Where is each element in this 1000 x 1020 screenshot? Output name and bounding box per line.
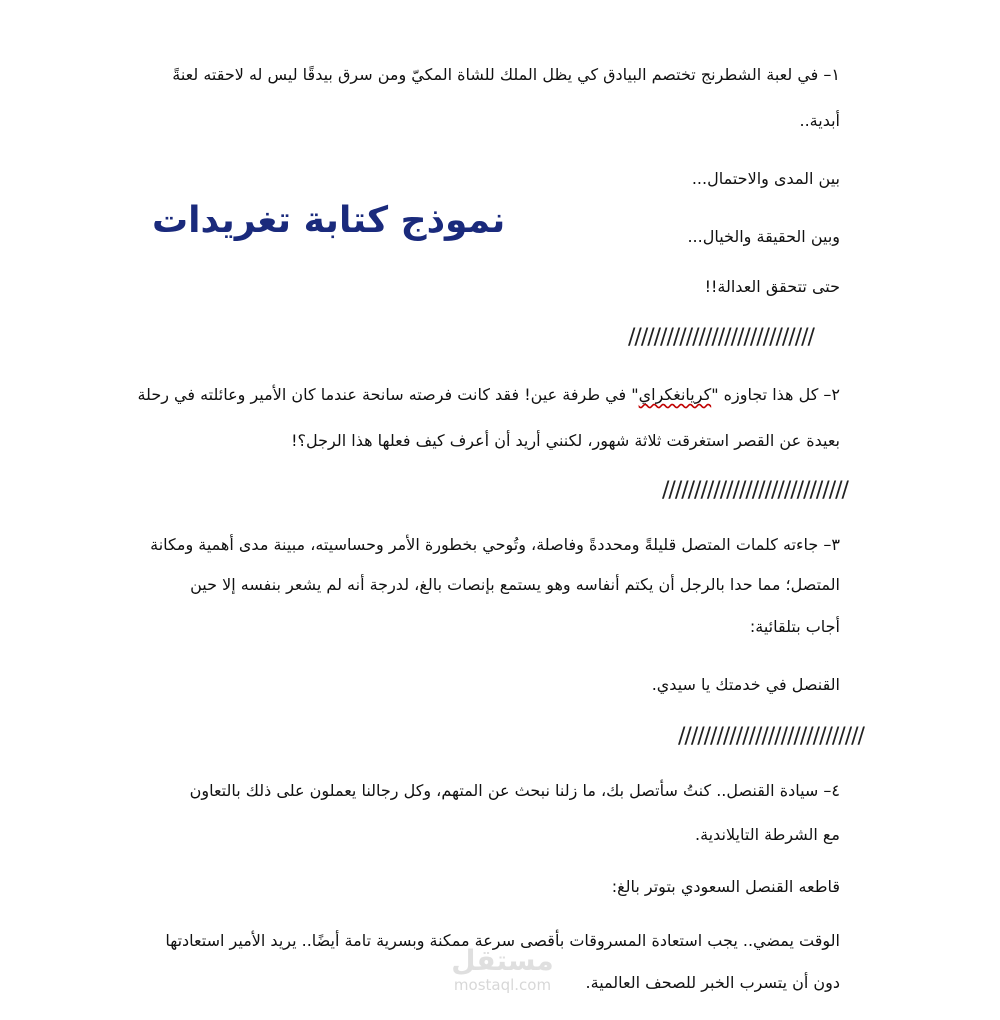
paragraph-1-line-5: حتى تتحقق العدالة!! (704, 277, 840, 296)
paragraph-3-line-1: ٣– جاءته كلمات المتصل قليلةً ومحددةً وفاصلة، وتُوحي بخطورة الأمر وحساسيته، مبينة مدى أهمية ومكانة (150, 535, 840, 554)
mostaql-watermark (440, 945, 565, 1000)
watermark-latin: mostaql.com (453, 976, 552, 994)
paragraph-3-line-3: أجاب بتلقائية: (749, 617, 840, 636)
paragraph-1-line-2: أبدية.. (799, 111, 840, 130)
page-title: نموذج كتابة تغريدات (152, 200, 506, 241)
paragraph-2-line-1-end: " في طرفة عين! فقد كانت فرصته سانحة عندما كان الأمير وعائلته في رحلة (137, 385, 639, 404)
paragraph-4-line-4: الوقت يمضي.. يجب استعادة المسروقات بأقصى سرعة ممكنة وبسرية تامة أيضًا.. يريد الأمير استعادتها (165, 931, 840, 950)
separator-3: ///////////////////////////// (678, 724, 864, 749)
paragraph-4-line-3: قاطعه القنصل السعودي بتوتر بالغ: (611, 877, 840, 896)
separator-1: ///////////////////////////// (628, 325, 814, 350)
paragraph-4-line-1: ٤– سيادة القنصل.. كنتُ سأتصل بك، ما زلنا نبحث عن المتهم، وكل رجالنا يعملون على ذلك بالتعاون (189, 781, 840, 800)
paragraph-3-line-2: المتصل؛ مما حدا بالرجل أن يكتم أنفاسه وهو يستمع بإنصات بالغ، لدرجة أنه لم يشعر بنفسه إلا حين (190, 575, 840, 594)
paragraph-1-line-3: بين المدى والاحتمال... (691, 169, 840, 188)
paragraph-3-line-4: القنصل في خدمتك يا سيدي. (651, 675, 840, 694)
paragraph-4-line-5: دون أن يتسرب الخبر للصحف العالمية. (585, 973, 840, 992)
paragraph-4-line-2: مع الشرطة التايلاندية. (695, 825, 840, 844)
spellcheck-underlined-word: كريانغكراي (638, 385, 712, 404)
paragraph-1-line-4: وبين الحقيقة والخيال... (687, 227, 840, 246)
separator-2: ///////////////////////////// (662, 478, 848, 503)
watermark-arabic: مستقل (451, 944, 554, 977)
paragraph-2-line-1-start: ٢– كل هذا تجاوزه " (711, 385, 840, 404)
paragraph-2-line-1 (130, 384, 840, 406)
paragraph-1-line-1: ١– في لعبة الشطرنج تختصم البيادق كي يظل الملك للشاة المكيّ ومن سرق بيدقًا ليس له لاحقته لعنةً (172, 65, 840, 84)
paragraph-2-line-2: بعيدة عن القصر استغرقت ثلاثة شهور، لكنني أريد أن أعرف كيف فعلها هذا الرجل؟! (291, 431, 840, 450)
